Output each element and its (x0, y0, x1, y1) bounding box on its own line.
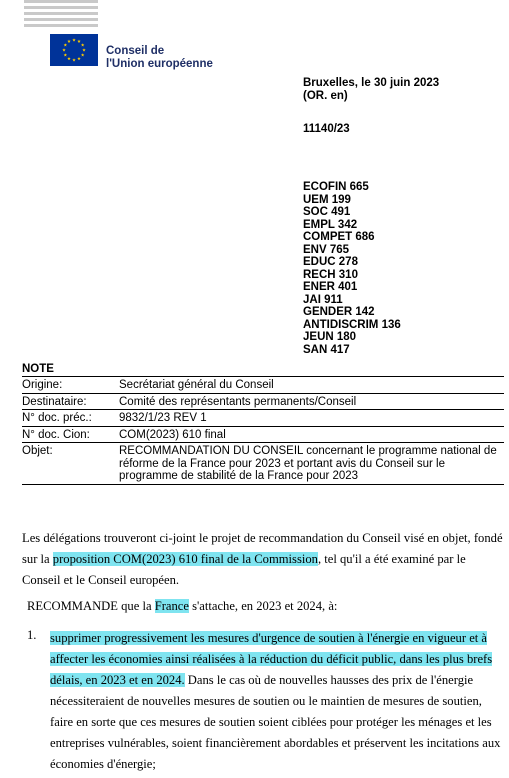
row-value: COM(2023) 610 final (119, 426, 504, 443)
row-value: RECOMMANDATION DU CONSEIL concernant le programme national de réforme de la France pour 2023 et portant avis du Conseil sur le programme de stabilité de la France pour 2023 (119, 443, 504, 485)
list-item (50, 628, 506, 775)
org-name-line1: Conseil de (106, 45, 165, 57)
code-item: SOC 491 (303, 206, 351, 218)
code-item: SAN 417 (303, 343, 350, 356)
table-row (22, 393, 504, 410)
code-item: GENDER 142 (303, 306, 375, 318)
original-language: (OR. en) (303, 90, 348, 102)
recommend-text-start: RECOMMANDE que la (27, 599, 155, 613)
row-value: 9832/1/23 REV 1 (119, 410, 504, 427)
recommendation-continuation: Dans le cas où de nouvelles hausses des prix de l'énergie nécessiteraient de nouvelles mesures de soutien ou le maintien de mesures de soutien, faire en sorte que ces mesures de soutien soient ciblées pour protéger les ménages et les entreprises vulnérables, soient financièrement abordables et préservent les incitations aux économies d'énergie; (50, 673, 501, 771)
list-item-number: 1. (27, 628, 37, 642)
code-item: ENV 765 (303, 243, 350, 256)
organization-name (106, 45, 213, 70)
row-value: Comité des représentants permanents/Conseil (119, 393, 504, 410)
code-item: ANTIDISCRIM 136 (303, 318, 401, 331)
code-item: JAI 911 (303, 293, 343, 306)
highlighted-recommendation[interactable]: supprimer progressivement les mesures d'urgence de soutien à l'énergie en vigueur et à affecter les économies ainsi réalisées à la réduction du déficit public, dans les plus brefs délais, en 2023 et en 2024. (50, 631, 493, 687)
code-item: JEUN 180 (303, 331, 357, 343)
classification-codes (303, 181, 401, 356)
highlighted-proposal-reference[interactable]: proposition COM(2023) 610 final de la Commission (52, 552, 318, 566)
row-key: Destinataire: (22, 393, 119, 410)
eu-flag-logo (50, 34, 98, 66)
table-row (22, 426, 504, 443)
row-key: Objet: (22, 443, 119, 485)
intro-paragraph (22, 528, 504, 591)
table-row (22, 410, 504, 427)
code-item: ECOFIN 665 (303, 181, 369, 193)
recommend-text-end: s'attache, en 2023 et 2024, à: (188, 599, 338, 613)
table-row (22, 443, 504, 485)
intro-text-start: Les délégations trouveront ci-joint le projet de recommandation du Conseil visé en objet, fondé sur la (22, 531, 503, 566)
note-title: NOTE (22, 363, 54, 375)
table-row (22, 377, 504, 393)
intro-text-end: , tel qu'il a été examiné par le Conseil et le Conseil européen. (22, 552, 466, 587)
row-key: Origine: (22, 377, 119, 393)
code-item: UEM 199 (303, 193, 351, 206)
code-item: ENER 401 (303, 281, 358, 293)
org-name-line2: l'Union européenne (106, 57, 213, 70)
recommendation-paragraph (27, 596, 507, 617)
code-item: COMPET 686 (303, 231, 375, 243)
highlighted-country[interactable]: France (154, 599, 189, 613)
note-metadata-table (22, 377, 504, 485)
logo-stripes (24, 0, 98, 30)
document-number: 11140/23 (303, 123, 350, 135)
code-item: EDUC 278 (303, 256, 358, 268)
code-item: EMPL 342 (303, 218, 358, 231)
row-value: Secrétariat général du Conseil (119, 377, 504, 393)
place-date: Bruxelles, le 30 juin 2023 (303, 77, 440, 89)
row-key: N° doc. Cion: (22, 426, 119, 443)
row-key: N° doc. préc.: (22, 410, 119, 427)
code-item: RECH 310 (303, 268, 358, 281)
eu-stars-icon (50, 34, 98, 66)
